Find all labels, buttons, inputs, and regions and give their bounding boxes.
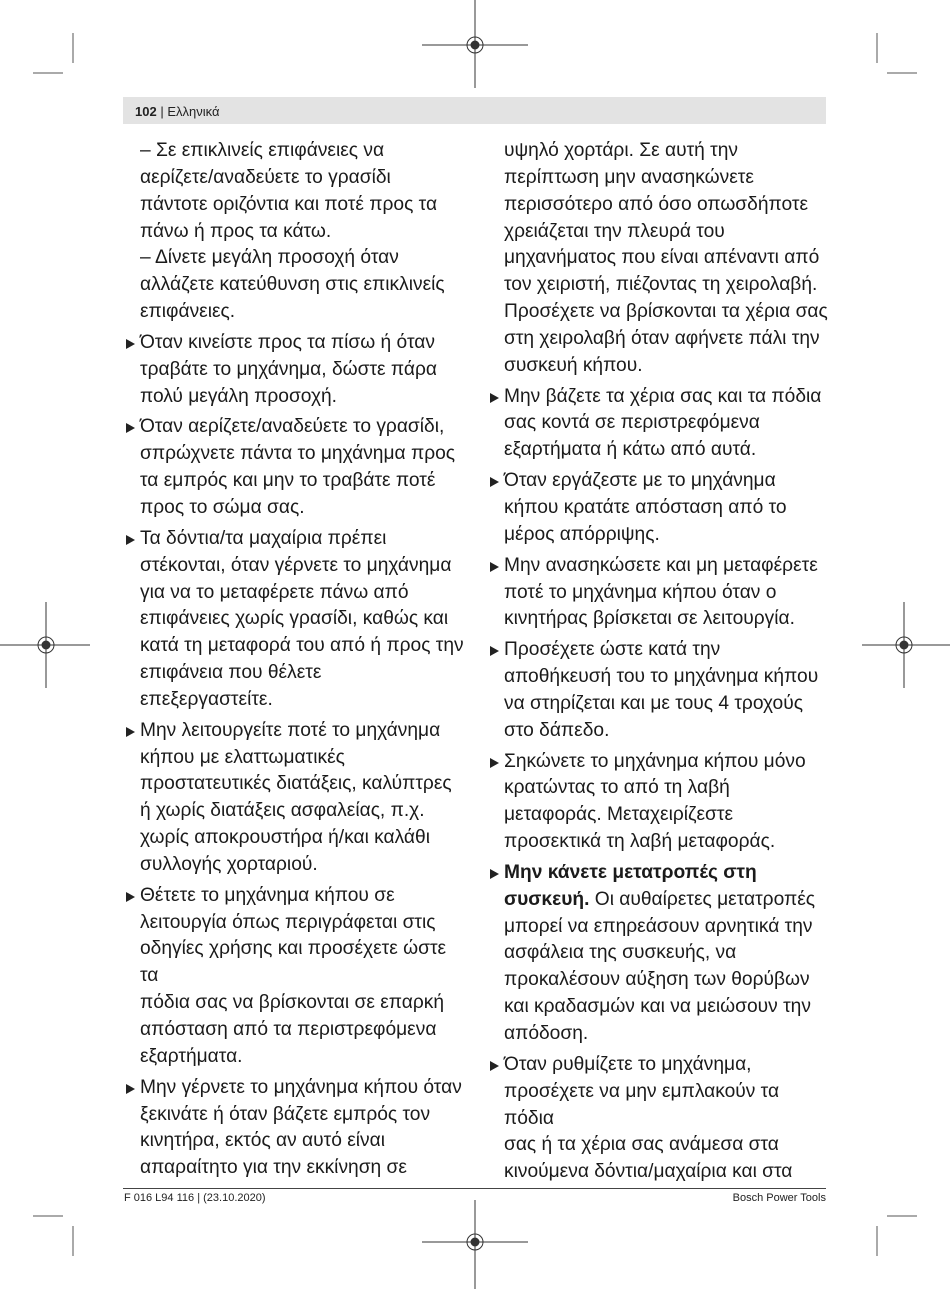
text-line: Θέτετε το μηχάνημα κήπου σε <box>140 884 395 906</box>
text-line: – Σε επικλινείς επιφάνειες να <box>140 140 385 161</box>
text-line: κινητήρας βρίσκεται σε λειτουργία. <box>504 608 795 630</box>
page-number: 102 <box>135 104 157 119</box>
text-line: επιφάνεια που θέλετε <box>140 662 322 684</box>
text-line: στο δάπεδο. <box>504 719 610 741</box>
text-line: και κραδασμών και να μειώσουν την <box>504 996 811 1018</box>
text-line: κρατώντας το από τη λαβή <box>504 777 730 799</box>
bullet-item <box>124 1075 464 1182</box>
registration-mark-left <box>0 602 90 688</box>
bullet-item <box>488 468 828 549</box>
registration-mark-right <box>862 602 950 688</box>
page-header <box>135 104 220 119</box>
bullet-item <box>488 1052 828 1186</box>
text-line: αλλάζετε κατεύθυνση στις επικλινείς <box>140 274 445 296</box>
text-line: περισσότερο από όσο οπωσδήποτε <box>504 193 808 215</box>
bold-text: συσκευή. <box>504 888 590 910</box>
text-line: μέρος απόρριψης. <box>504 523 660 545</box>
text-line: αποθήκευσή του το μηχάνημα κήπου <box>504 666 819 688</box>
text-line: σας ή τα χέρια σας ανάμεσα στα <box>504 1134 779 1156</box>
header-separator: | <box>160 104 164 119</box>
text-line: ξεκινάτε ή όταν βάζετε εμπρός τον <box>140 1103 431 1125</box>
text-line: τα εμπρός και μην το τραβάτε ποτέ <box>140 470 436 492</box>
text-line: επιφάνειες. <box>140 301 236 323</box>
bullet-item <box>488 749 828 856</box>
text-line: απόσταση από τα περιστρεφόμενα <box>140 1019 437 1040</box>
footer-brand: Bosch Power Tools <box>732 1192 826 1204</box>
text-line: ασφάλεια της συσκευής, να <box>504 942 737 964</box>
continuation-paragraph <box>488 138 828 380</box>
bullet-item <box>124 526 464 714</box>
bullet-item <box>488 384 828 465</box>
text-line: χωρίς αποκρουστήρα ή/και καλάθι <box>140 827 430 849</box>
doc-date: (23.10.2020) <box>203 1192 266 1204</box>
page-header-bar <box>123 97 826 124</box>
text-line: εξαρτήματα ή κάτω από αυτά. <box>504 439 757 461</box>
text-line: επεξεργαστείτε. <box>140 688 273 710</box>
text-line: Μην βάζετε τα χέρια σας και τα πόδια <box>504 385 822 407</box>
right-column <box>488 138 828 1186</box>
text-line: προκαλέσουν αύξηση των θορύβων <box>504 969 810 991</box>
text-line: προσέχετε να μην εμπλακούν τα πόδια <box>504 1080 780 1129</box>
text-line <box>504 887 828 914</box>
text-line: Σηκώνετε το μηχάνημα κήπου μόνο <box>504 750 806 772</box>
text-line: χρειάζεται την πλευρά του <box>504 220 725 242</box>
text-line: – Δίνετε μεγάλη προσοχή όταν <box>140 247 399 269</box>
text-line: τον χειριστή, πιέζοντας τη χειρολαβή. <box>504 274 818 296</box>
text-line: μεταφοράς. Μεταχειρίζεστε <box>504 804 734 826</box>
regular-text: Οι αυθαίρετες μετατροπές <box>589 888 816 910</box>
text-line: Μην λειτουργείτε ποτέ το μηχάνημα <box>140 719 441 741</box>
text-line: πόδια σας να βρίσκονται σε επαρκή <box>140 992 445 1014</box>
text-line: πολύ μεγάλη προσοχή. <box>140 385 338 407</box>
text-line: στη χειρολαβή όταν αφήνετε πάλι την <box>504 327 820 349</box>
intro-paragraph <box>124 138 464 326</box>
text-line: εξαρτήματα. <box>140 1045 243 1067</box>
text-line: μπορεί να επηρεάσουν αρνητικά την <box>504 915 813 937</box>
text-line <box>504 860 828 887</box>
header-language: Ελληνικά <box>167 104 220 119</box>
bullet-item <box>488 553 828 634</box>
doc-code: F 016 L94 116 <box>124 1192 195 1204</box>
text-line: Προσέχετε να βρίσκονται τα χέρια σας <box>504 301 828 323</box>
text-line: Τα δόντια/τα μαχαίρια πρέπει <box>140 527 387 549</box>
text-line: περίπτωση μην ανασηκώνετε <box>504 166 754 188</box>
text-line: σπρώχνετε πάντα το μηχάνημα προς <box>140 443 456 465</box>
footer-separator: | <box>197 1192 201 1204</box>
text-line: Όταν κινείστε προς τα πίσω ή όταν <box>140 331 435 353</box>
text-line: λειτουργία όπως περιγράφεται στις <box>140 911 436 933</box>
text-line: Μην γέρνετε το μηχάνημα κήπου όταν <box>140 1076 462 1098</box>
footer-rule <box>123 1188 826 1189</box>
text-line: κινούμενα δόντια/μαχαίρια και στα <box>504 1161 793 1183</box>
bullet-item <box>124 718 464 879</box>
text-line: Όταν ρυθμίζετε το μηχάνημα, <box>504 1053 752 1075</box>
registration-mark-top <box>422 0 528 88</box>
text-line: υψηλό χορτάρι. Σε αυτή την <box>504 140 739 161</box>
text-line: για να το μεταφέρετε πάνω από <box>140 581 409 603</box>
text-line: τραβάτε το μηχάνημα, δώστε πάρα <box>140 358 437 380</box>
bold-text: Μην κάνετε μετατροπές στη <box>504 861 757 883</box>
text-line: να στηρίζεται και με τους 4 τροχούς <box>504 692 803 714</box>
text-line: Προσέχετε ώστε κατά την <box>504 639 721 661</box>
text-line: οδηγίες χρήσης και προσέχετε ώστε τα <box>140 938 447 987</box>
text-line: αερίζετε/αναδεύετε το γρασίδι <box>140 166 391 188</box>
footer-doc-info <box>124 1192 266 1205</box>
bullet-item <box>488 637 828 744</box>
bullet-item <box>124 330 464 411</box>
text-line: κήπου με ελαττωματικές <box>140 746 345 768</box>
text-line: ή χωρίς διατάξεις ασφαλείας, π.χ. <box>140 800 425 822</box>
text-line: συλλογής χορταριού. <box>140 853 318 875</box>
text-line: Μην ανασηκώσετε και μη μεταφέρετε <box>504 554 818 576</box>
left-column <box>124 138 464 1182</box>
registration-mark-bottom <box>422 1200 528 1289</box>
text-line: επιφάνειες χωρίς γρασίδι, καθώς και <box>140 608 449 630</box>
text-line: πάντοτε οριζόντια και ποτέ προς τα <box>140 193 438 215</box>
text-line: σας κοντά σε περιστρεφόμενα <box>504 412 760 434</box>
text-line: στέκονται, όταν γέρνετε το μηχάνημα <box>140 554 452 576</box>
text-line: μηχανήματος που είναι απέναντι από <box>504 247 820 269</box>
text-line: Όταν αερίζετε/αναδεύετε το γρασίδι, <box>140 416 445 438</box>
text-line: κινητήρα, εκτός αν αυτό είναι <box>140 1130 385 1152</box>
text-line: κατά τη μεταφορά του από ή προς την <box>140 635 464 657</box>
text-line: προς το σώμα σας. <box>140 496 305 518</box>
text-line: Όταν εργάζεστε με το μηχάνημα <box>504 470 776 492</box>
bullet-item-warning <box>488 860 828 1048</box>
text-line: απόδοση. <box>504 1023 589 1044</box>
bullet-item <box>124 883 464 1071</box>
text-line: προσεκτικά τη λαβή μεταφοράς. <box>504 831 776 853</box>
text-line: πάνω ή προς τα κάτω. <box>140 220 332 242</box>
text-line: προστατευτικές διατάξεις, καλύπτρες <box>140 773 452 795</box>
text-line: απαραίτητο για την εκκίνηση σε <box>140 1157 407 1179</box>
bullet-item <box>124 414 464 521</box>
text-line: συσκευή κήπου. <box>504 354 643 376</box>
text-line: κήπου κρατάτε απόσταση από το <box>504 496 787 518</box>
text-line: ποτέ το μηχάνημα κήπου όταν ο <box>504 581 777 603</box>
